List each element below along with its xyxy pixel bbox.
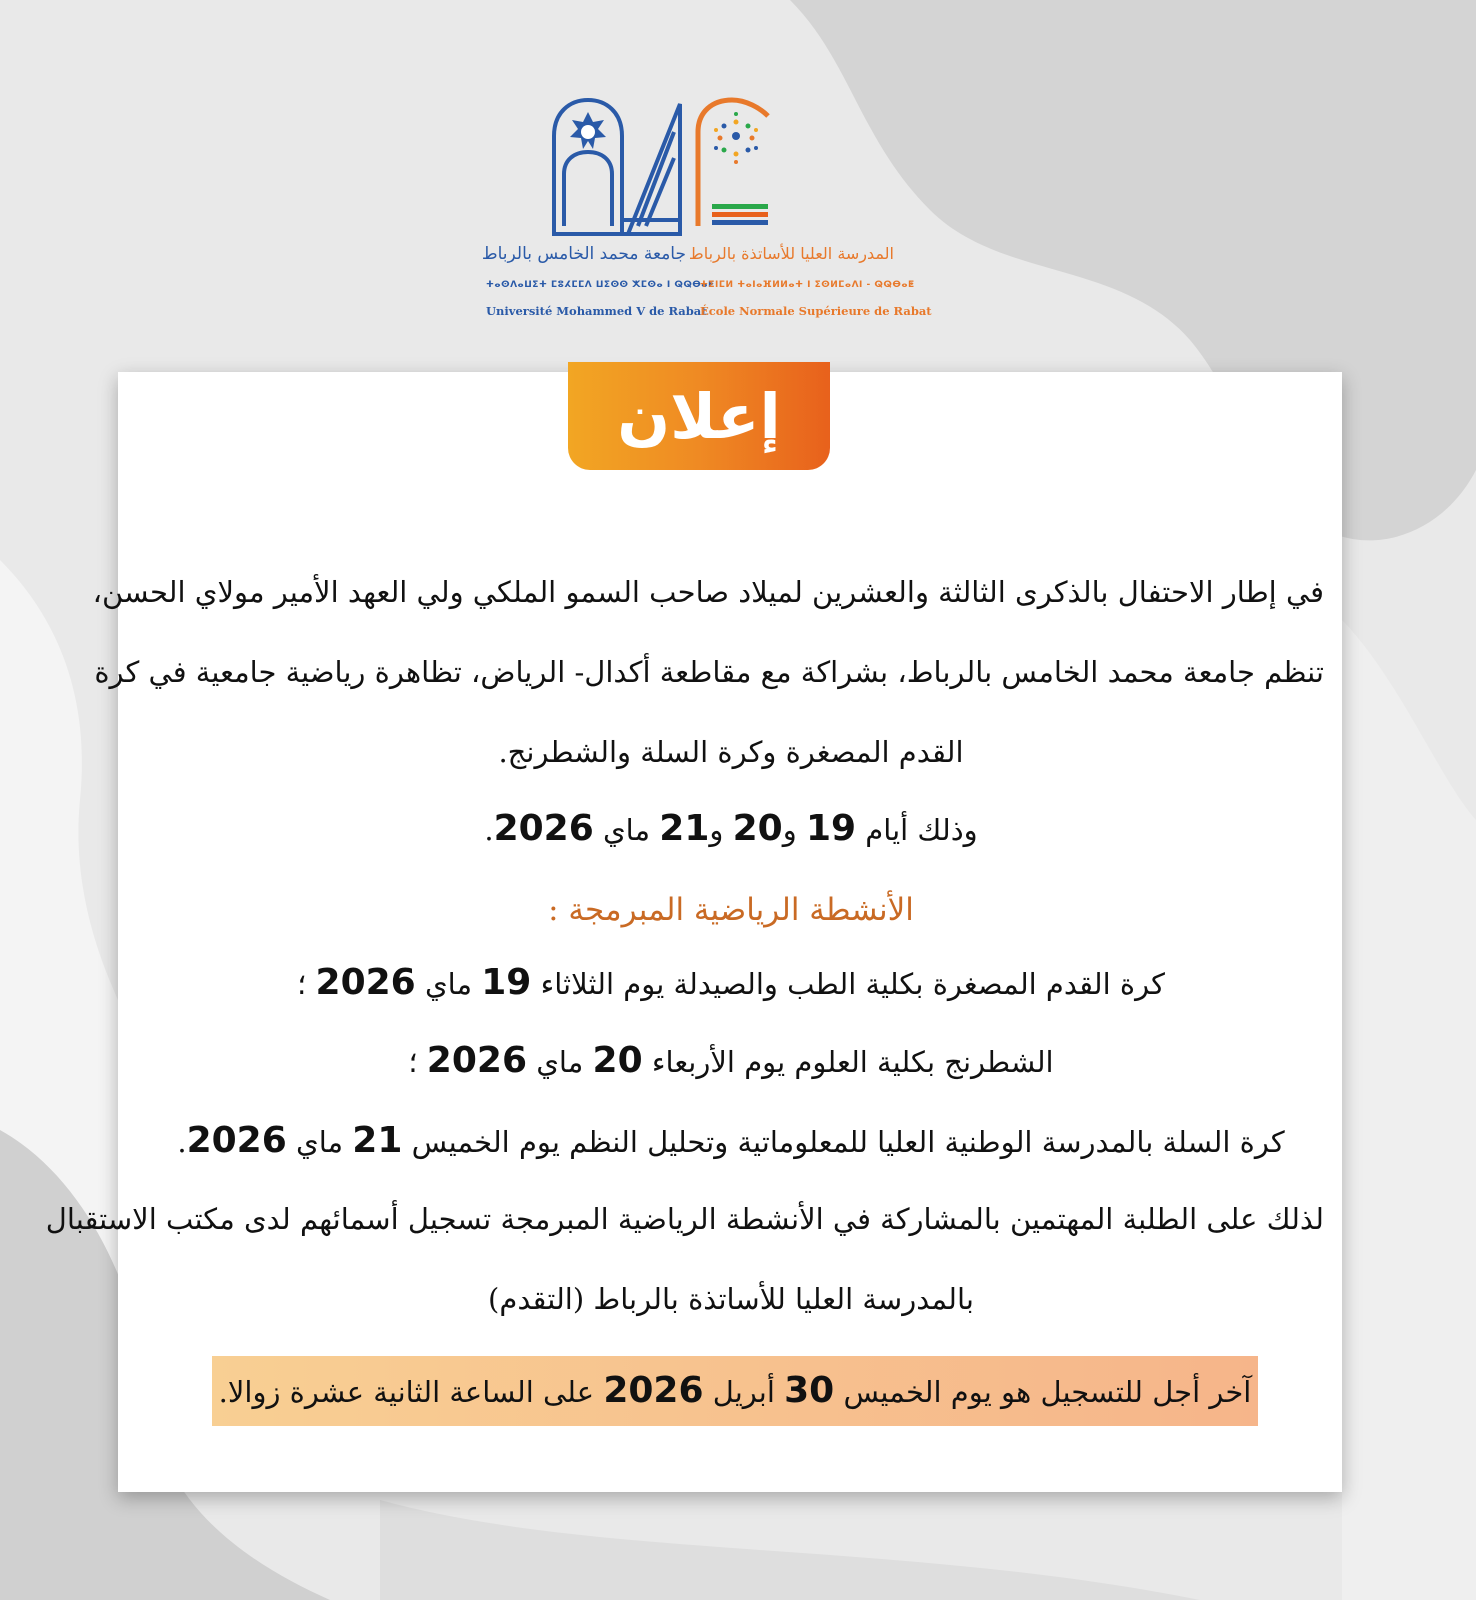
umv-name-arabic: جامعة محمد الخامس بالرباط (481, 244, 686, 264)
ens-name-tifinagh: ⵜⵉⵏⵎⵍ ⵜⴰⵏⴰⴼⵍⵍⴰⵜ ⵏ ⵉⵙⵍⵎⴰⴷⵏ - ⵕⵕⴱⴰⵟ (700, 280, 915, 290)
ens-name-french: École Normale Supérieure de Rabat (700, 304, 932, 318)
intro-line-3: القدم المصغرة وكرة السلة والشطرنج. (498, 735, 964, 769)
registration-line-2: بالمدرسة العليا للأساتذة بالرباط (التقدم) (488, 1282, 974, 1316)
umv-logo-icon (550, 96, 686, 236)
announcement-title: إعلان (568, 362, 830, 470)
umv-name-tifinagh: ⵜⴰⵙⴷⴰⵡⵉⵜ ⵎⵓⵃⵎⵎⴷ ⵡⵉⵙⵙ ⵅⵎⵙⴰ ⵏ ⵕⵕⴱⴰⵟ (486, 280, 715, 290)
ens-name-arabic: المدرسة العليا للأساتذة بالرباط (688, 244, 894, 263)
umv-name-french: Université Mohammed V de Rabat (486, 304, 707, 318)
intro-line-1: في إطار الاحتفال بالذكرى الثالثة والعشرين لميلاد صاحب السمو الملكي ولي العهد الأمير مولاي الحسن، (92, 575, 1324, 609)
activities-heading: الأنشطة الرياضية المبرمجة : (548, 892, 914, 928)
deadline-banner: آخر أجل للتسجيل هو يوم الخميس 30 أبريل 2026 على الساعة الثانية عشرة زوالا. (212, 1356, 1258, 1426)
event-dates: وذلك أيام 19 و20 و21 ماي 2026. (484, 808, 978, 849)
activity-item: كرة القدم المصغرة بكلية الطب والصيدلة يوم الثلاثاء 19 ماي 2026 ؛ (297, 962, 1165, 1003)
header-logos (0, 0, 1476, 340)
ens-logo-icon (690, 96, 780, 230)
registration-line-1: لذلك على الطلبة المهتمين بالمشاركة في الأنشطة الرياضية المبرمجة تسجيل أسمائهم لدى مكتب الاستقبال (45, 1202, 1324, 1236)
activity-item: الشطرنج بكلية العلوم يوم الأربعاء 20 ماي 2026 ؛ (408, 1040, 1054, 1081)
activity-item: كرة السلة بالمدرسة الوطنية العليا للمعلوماتية وتحليل النظم يوم الخميس 21 ماي 2026. (177, 1120, 1285, 1161)
announcement-card (45, 372, 1342, 1492)
intro-line-2: تنظم جامعة محمد الخامس بالرباط، بشراكة مع مقاطعة أكدال- الرياض، تظاهرة رياضية جامعية في كرة (94, 655, 1324, 689)
